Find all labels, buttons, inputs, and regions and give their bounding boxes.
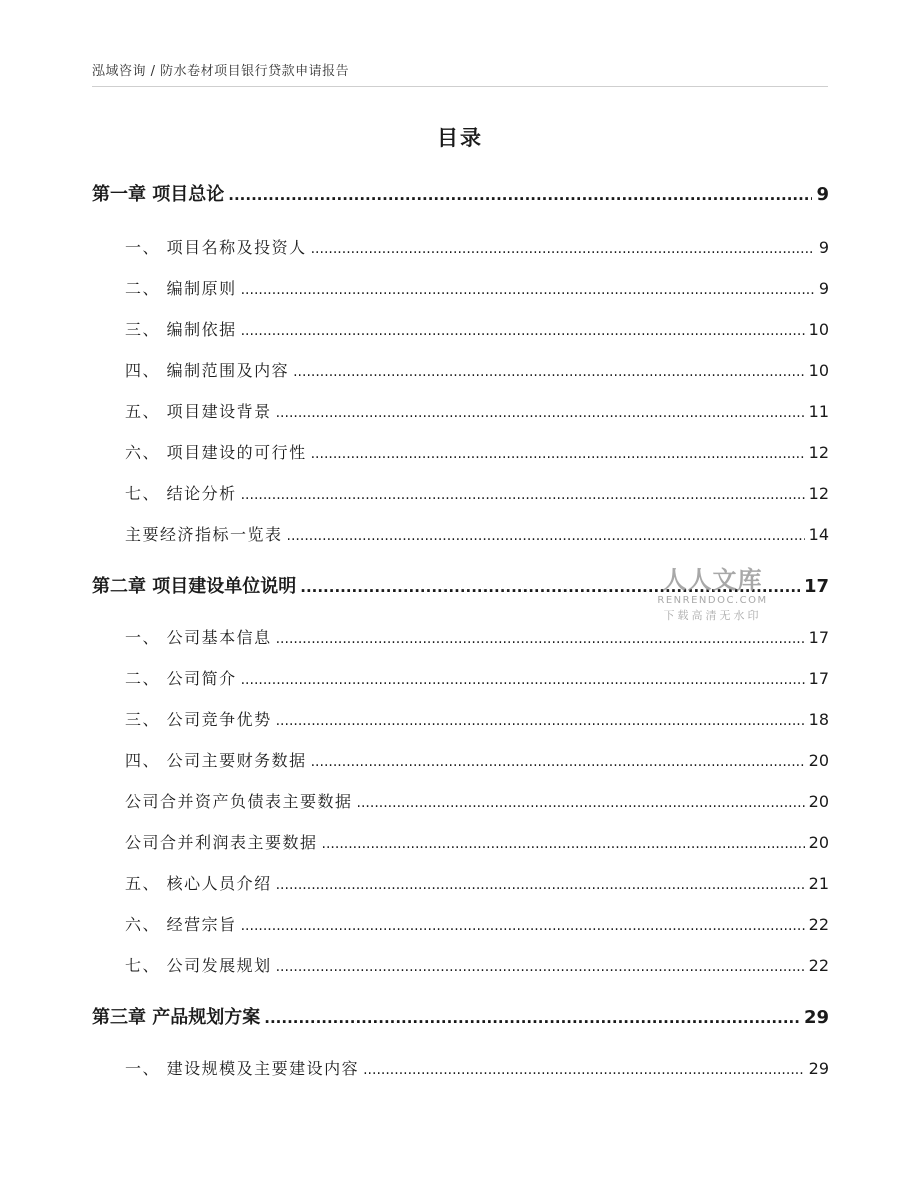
toc-page-number: 17 bbox=[803, 576, 829, 597]
toc-section-1-3[interactable] bbox=[92, 317, 829, 340]
toc-entry-label: 一、 项目名称及投资人 bbox=[125, 238, 307, 257]
dot-leader bbox=[363, 1059, 805, 1078]
running-header: 泓域咨询 / 防水卷材项目银行贷款申请报告 bbox=[92, 64, 350, 79]
toc-entry-label: 六、 项目建设的可行性 bbox=[125, 443, 307, 462]
toc-entry-label: 四、 公司主要财务数据 bbox=[125, 751, 307, 770]
toc-page-number: 9 bbox=[818, 279, 829, 298]
toc-page-number: 22 bbox=[808, 956, 829, 975]
toc-chapter-1[interactable] bbox=[92, 180, 829, 206]
toc-page-number: 11 bbox=[808, 402, 829, 421]
toc-page-number: 12 bbox=[808, 484, 829, 503]
toc-section-1-4[interactable] bbox=[92, 358, 829, 381]
toc-entry-label: 二、 编制原则 bbox=[125, 279, 237, 298]
toc-entry-label: 四、 编制范围及内容 bbox=[125, 361, 290, 380]
toc-section-1-5[interactable] bbox=[92, 399, 829, 422]
toc-chapter-3[interactable] bbox=[92, 1003, 829, 1029]
toc-entry-label: 一、 建设规模及主要建设内容 bbox=[125, 1059, 360, 1078]
dot-leader bbox=[276, 874, 805, 893]
dot-leader bbox=[241, 669, 805, 688]
toc-section-2-3[interactable] bbox=[92, 707, 829, 730]
toc-entry-label: 七、 结论分析 bbox=[125, 484, 237, 503]
toc-entry-label: 二、 公司简介 bbox=[125, 669, 237, 688]
toc-page-number: 10 bbox=[808, 361, 829, 380]
toc-section-2-4[interactable] bbox=[92, 748, 829, 771]
dot-leader bbox=[241, 484, 805, 503]
toc-page-number: 29 bbox=[808, 1059, 829, 1078]
toc-page-number: 22 bbox=[808, 915, 829, 934]
toc-title: 目录 bbox=[437, 126, 483, 150]
toc-table-balance-sheet[interactable] bbox=[92, 789, 829, 812]
toc-section-2-5[interactable] bbox=[92, 871, 829, 894]
toc-entry-label: 第一章 项目总论 bbox=[92, 184, 225, 205]
toc-entry-label: 三、 公司竞争优势 bbox=[125, 710, 272, 729]
dot-leader bbox=[293, 361, 805, 380]
dot-leader bbox=[311, 443, 805, 462]
watermark bbox=[650, 566, 775, 624]
toc-section-2-6[interactable] bbox=[92, 912, 829, 935]
watermark-tagline: 下载高清无水印 bbox=[663, 609, 762, 622]
dot-leader bbox=[357, 792, 805, 811]
toc-section-2-7[interactable] bbox=[92, 953, 829, 976]
watermark-logo-text: 人人文库 bbox=[662, 566, 763, 594]
toc-section-1-6[interactable] bbox=[92, 440, 829, 463]
toc-page-number: 21 bbox=[808, 874, 829, 893]
toc-section-2-2[interactable] bbox=[92, 666, 829, 689]
dot-leader bbox=[241, 915, 805, 934]
dot-leader bbox=[276, 628, 805, 647]
toc-page-number: 9 bbox=[818, 238, 829, 257]
toc-entry-label: 三、 编制依据 bbox=[125, 320, 237, 339]
toc-entry-label: 五、 核心人员介绍 bbox=[125, 874, 272, 893]
toc-table-key-indicators[interactable] bbox=[92, 522, 829, 545]
toc-section-2-1[interactable] bbox=[92, 625, 829, 648]
watermark-domain: RENRENDOC.COM bbox=[657, 595, 768, 606]
toc-page-number: 17 bbox=[808, 628, 829, 647]
dot-leader bbox=[287, 525, 805, 544]
toc-page-number: 14 bbox=[808, 525, 829, 544]
toc-entry-label: 五、 项目建设背景 bbox=[125, 402, 272, 421]
toc-page-number: 9 bbox=[816, 184, 829, 205]
toc-entry-label: 主要经济指标一览表 bbox=[125, 525, 283, 544]
toc-page-number: 17 bbox=[808, 669, 829, 688]
dot-leader bbox=[322, 833, 805, 852]
dot-leader bbox=[228, 184, 812, 205]
toc-page-number: 20 bbox=[808, 792, 829, 811]
toc-entry-label: 一、 公司基本信息 bbox=[125, 628, 272, 647]
toc-page-number: 10 bbox=[808, 320, 829, 339]
toc-section-1-7[interactable] bbox=[92, 481, 829, 504]
dot-leader bbox=[276, 710, 805, 729]
dot-leader bbox=[311, 751, 805, 770]
toc-page-number: 29 bbox=[803, 1007, 829, 1028]
toc-entry-label: 公司合并利润表主要数据 bbox=[125, 833, 318, 852]
toc-entry-label: 七、 公司发展规划 bbox=[125, 956, 272, 975]
toc-entry-label: 第二章 项目建设单位说明 bbox=[92, 576, 297, 597]
toc-page-number: 12 bbox=[808, 443, 829, 462]
toc-page-number: 20 bbox=[808, 751, 829, 770]
dot-leader bbox=[276, 956, 805, 975]
toc-page-number: 20 bbox=[808, 833, 829, 852]
toc-entry-label: 公司合并资产负债表主要数据 bbox=[125, 792, 353, 811]
dot-leader bbox=[241, 320, 805, 339]
toc-page-number: 18 bbox=[808, 710, 829, 729]
dot-leader bbox=[264, 1007, 800, 1028]
toc-entry-label: 六、 经营宗旨 bbox=[125, 915, 237, 934]
toc-table-income-statement[interactable] bbox=[92, 830, 829, 853]
toc-entry-label: 第三章 产品规划方案 bbox=[92, 1007, 261, 1028]
toc-section-3-1[interactable] bbox=[92, 1056, 829, 1079]
toc-section-1-1[interactable] bbox=[92, 235, 829, 258]
dot-leader bbox=[241, 279, 815, 298]
dot-leader bbox=[311, 238, 815, 257]
dot-leader bbox=[276, 402, 805, 421]
toc-section-1-2[interactable] bbox=[92, 276, 829, 299]
